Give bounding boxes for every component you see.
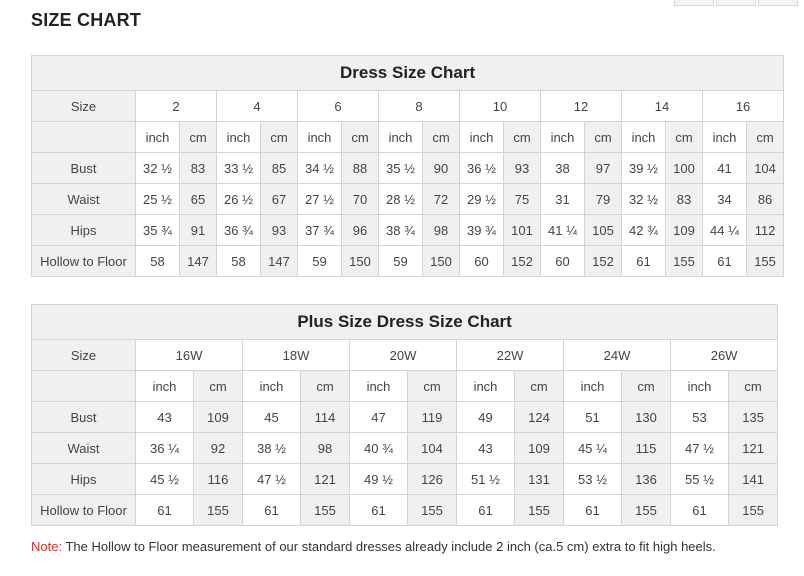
measurement-value: 32 ½: [622, 184, 666, 215]
measurement-value: 98: [301, 433, 350, 464]
unit-header: inch: [541, 122, 585, 153]
size-header: 2: [136, 91, 217, 122]
size-header: 12: [541, 91, 622, 122]
measurement-value: 60: [460, 246, 504, 277]
size-header: 8: [379, 91, 460, 122]
unit-header: inch: [379, 122, 423, 153]
measurement-value: 155: [747, 246, 784, 277]
measurement-value: 38: [541, 153, 585, 184]
size-row-label: Size: [32, 340, 136, 371]
measurement-value: 124: [515, 402, 564, 433]
measurement-value: 61: [457, 495, 515, 526]
top-tab-strip: [674, 0, 798, 6]
measurement-value: 90: [423, 153, 460, 184]
measurement-value: 104: [747, 153, 784, 184]
measurement-value: 150: [423, 246, 460, 277]
measurement-value: 100: [666, 153, 703, 184]
size-header: 20W: [350, 340, 457, 371]
measurement-value: 36 ½: [460, 153, 504, 184]
measurement-value: 97: [585, 153, 622, 184]
unit-header: cm: [194, 371, 243, 402]
measurement-value: 147: [180, 246, 217, 277]
measurement-value: 61: [243, 495, 301, 526]
unit-header: cm: [729, 371, 778, 402]
measurement-value: 43: [136, 402, 194, 433]
unit-header: cm: [747, 122, 784, 153]
measurement-value: 61: [350, 495, 408, 526]
measurement-value: 155: [408, 495, 457, 526]
note-text: The Hollow to Floor measurement of our standard dresses already include 2 inch (ca.5 cm) extra to fit high heels.: [62, 539, 716, 554]
measurement-value: 35 ½: [379, 153, 423, 184]
measurement-label: Hips: [32, 464, 136, 495]
measurement-value: 119: [408, 402, 457, 433]
unit-header: inch: [703, 122, 747, 153]
unit-header: cm: [622, 371, 671, 402]
measurement-value: 51 ½: [457, 464, 515, 495]
measurement-value: 42 ¾: [622, 215, 666, 246]
unit-header: cm: [515, 371, 564, 402]
measurement-value: 39 ¾: [460, 215, 504, 246]
measurement-value: 36 ¼: [136, 433, 194, 464]
measurement-value: 93: [504, 153, 541, 184]
measurement-value: 32 ½: [136, 153, 180, 184]
measurement-value: 121: [729, 433, 778, 464]
measurement-value: 155: [622, 495, 671, 526]
size-header: 16: [703, 91, 784, 122]
measurement-value: 104: [408, 433, 457, 464]
measurement-value: 25 ½: [136, 184, 180, 215]
unit-header: inch: [350, 371, 408, 402]
measurement-value: 61: [564, 495, 622, 526]
size-header: 6: [298, 91, 379, 122]
measurement-value: 55 ½: [671, 464, 729, 495]
measurement-value: 59: [298, 246, 342, 277]
size-header: 10: [460, 91, 541, 122]
measurement-value: 109: [515, 433, 564, 464]
measurement-value: 38 ¾: [379, 215, 423, 246]
size-header: 26W: [671, 340, 778, 371]
measurement-value: 26 ½: [217, 184, 261, 215]
measurement-value: 109: [666, 215, 703, 246]
measurement-value: 130: [622, 402, 671, 433]
measurement-value: 115: [622, 433, 671, 464]
measurement-value: 91: [180, 215, 217, 246]
unit-header: cm: [585, 122, 622, 153]
unit-header: inch: [136, 371, 194, 402]
size-row-label: Size: [32, 91, 136, 122]
unit-header: inch: [136, 122, 180, 153]
measurement-value: 53: [671, 402, 729, 433]
measurement-value: 98: [423, 215, 460, 246]
footnote: [31, 539, 716, 554]
measurement-value: 126: [408, 464, 457, 495]
measurement-row: [32, 153, 784, 184]
measurement-label: Bust: [32, 153, 136, 184]
measurement-value: 83: [180, 153, 217, 184]
measurement-value: 155: [515, 495, 564, 526]
measurement-value: 131: [515, 464, 564, 495]
measurement-value: 41: [703, 153, 747, 184]
plus-table-title: Plus Size Dress Size Chart: [32, 305, 778, 340]
page-title: SIZE CHART: [31, 10, 141, 30]
measurement-value: 121: [301, 464, 350, 495]
measurement-value: 45 ¼: [564, 433, 622, 464]
measurement-value: 141: [729, 464, 778, 495]
dress-table-title: Dress Size Chart: [32, 56, 784, 91]
measurement-row: [32, 246, 784, 277]
size-header: 16W: [136, 340, 243, 371]
measurement-label: Waist: [32, 433, 136, 464]
measurement-value: 101: [504, 215, 541, 246]
measurement-value: 93: [261, 215, 298, 246]
measurement-value: 51: [564, 402, 622, 433]
dress-size-row: [32, 91, 784, 122]
measurement-value: 65: [180, 184, 217, 215]
unit-header: cm: [408, 371, 457, 402]
unit-header: cm: [301, 371, 350, 402]
unit-header: inch: [457, 371, 515, 402]
measurement-value: 38 ½: [243, 433, 301, 464]
measurement-value: 72: [423, 184, 460, 215]
measurement-value: 75: [504, 184, 541, 215]
measurement-value: 92: [194, 433, 243, 464]
measurement-value: 29 ½: [460, 184, 504, 215]
measurement-value: 147: [261, 246, 298, 277]
measurement-value: 70: [342, 184, 379, 215]
measurement-value: 109: [194, 402, 243, 433]
measurement-value: 47 ½: [671, 433, 729, 464]
unit-header: cm: [261, 122, 298, 153]
measurement-value: 88: [342, 153, 379, 184]
dress-unit-row: [32, 122, 784, 153]
measurement-value: 49: [457, 402, 515, 433]
measurement-value: 59: [379, 246, 423, 277]
measurement-label: Hollow to Floor: [32, 495, 136, 526]
measurement-value: 136: [622, 464, 671, 495]
measurement-value: 40 ¾: [350, 433, 408, 464]
measurement-value: 53 ½: [564, 464, 622, 495]
unit-row-spacer: [32, 371, 136, 402]
unit-header: inch: [217, 122, 261, 153]
measurement-label: Bust: [32, 402, 136, 433]
measurement-value: 33 ½: [217, 153, 261, 184]
measurement-value: 152: [585, 246, 622, 277]
measurement-value: 27 ½: [298, 184, 342, 215]
measurement-value: 49 ½: [350, 464, 408, 495]
size-header: 14: [622, 91, 703, 122]
measurement-row: [32, 495, 778, 526]
size-header: 22W: [457, 340, 564, 371]
measurement-value: 28 ½: [379, 184, 423, 215]
measurement-row: [32, 402, 778, 433]
size-header: 24W: [564, 340, 671, 371]
measurement-value: 86: [747, 184, 784, 215]
plus-size-row: [32, 340, 778, 371]
measurement-value: 79: [585, 184, 622, 215]
measurement-value: 61: [622, 246, 666, 277]
measurement-value: 34 ½: [298, 153, 342, 184]
measurement-row: [32, 184, 784, 215]
unit-header: inch: [460, 122, 504, 153]
measurement-value: 58: [136, 246, 180, 277]
measurement-value: 43: [457, 433, 515, 464]
measurement-label: Hips: [32, 215, 136, 246]
unit-header: inch: [671, 371, 729, 402]
plus-size-table: [31, 304, 778, 526]
measurement-value: 135: [729, 402, 778, 433]
measurement-value: 45: [243, 402, 301, 433]
size-header: 18W: [243, 340, 350, 371]
measurement-value: 83: [666, 184, 703, 215]
unit-header: cm: [423, 122, 460, 153]
measurement-value: 96: [342, 215, 379, 246]
measurement-value: 37 ¾: [298, 215, 342, 246]
measurement-value: 34: [703, 184, 747, 215]
measurement-value: 155: [729, 495, 778, 526]
unit-header: inch: [564, 371, 622, 402]
measurement-value: 47 ½: [243, 464, 301, 495]
measurement-value: 60: [541, 246, 585, 277]
measurement-value: 67: [261, 184, 298, 215]
measurement-value: 39 ½: [622, 153, 666, 184]
dress-size-table: [31, 55, 784, 277]
measurement-value: 114: [301, 402, 350, 433]
measurement-value: 61: [703, 246, 747, 277]
measurement-value: 45 ½: [136, 464, 194, 495]
plus-unit-row: [32, 371, 778, 402]
measurement-value: 36 ¾: [217, 215, 261, 246]
unit-header: cm: [504, 122, 541, 153]
measurement-value: 61: [671, 495, 729, 526]
measurement-value: 112: [747, 215, 784, 246]
measurement-row: [32, 464, 778, 495]
measurement-value: 35 ¾: [136, 215, 180, 246]
measurement-value: 155: [666, 246, 703, 277]
measurement-label: Hollow to Floor: [32, 246, 136, 277]
unit-header: cm: [342, 122, 379, 153]
measurement-value: 31: [541, 184, 585, 215]
unit-header: inch: [243, 371, 301, 402]
unit-header: inch: [622, 122, 666, 153]
measurement-value: 155: [301, 495, 350, 526]
measurement-value: 150: [342, 246, 379, 277]
measurement-value: 58: [217, 246, 261, 277]
measurement-value: 47: [350, 402, 408, 433]
measurement-value: 44 ¼: [703, 215, 747, 246]
measurement-value: 85: [261, 153, 298, 184]
unit-row-spacer: [32, 122, 136, 153]
measurement-value: 152: [504, 246, 541, 277]
measurement-value: 116: [194, 464, 243, 495]
unit-header: inch: [298, 122, 342, 153]
size-header: 4: [217, 91, 298, 122]
measurement-value: 61: [136, 495, 194, 526]
measurement-label: Waist: [32, 184, 136, 215]
measurement-value: 41 ¼: [541, 215, 585, 246]
measurement-row: [32, 215, 784, 246]
note-label: Note:: [31, 539, 63, 554]
measurement-value: 105: [585, 215, 622, 246]
measurement-row: [32, 433, 778, 464]
measurement-value: 155: [194, 495, 243, 526]
unit-header: cm: [666, 122, 703, 153]
unit-header: cm: [180, 122, 217, 153]
